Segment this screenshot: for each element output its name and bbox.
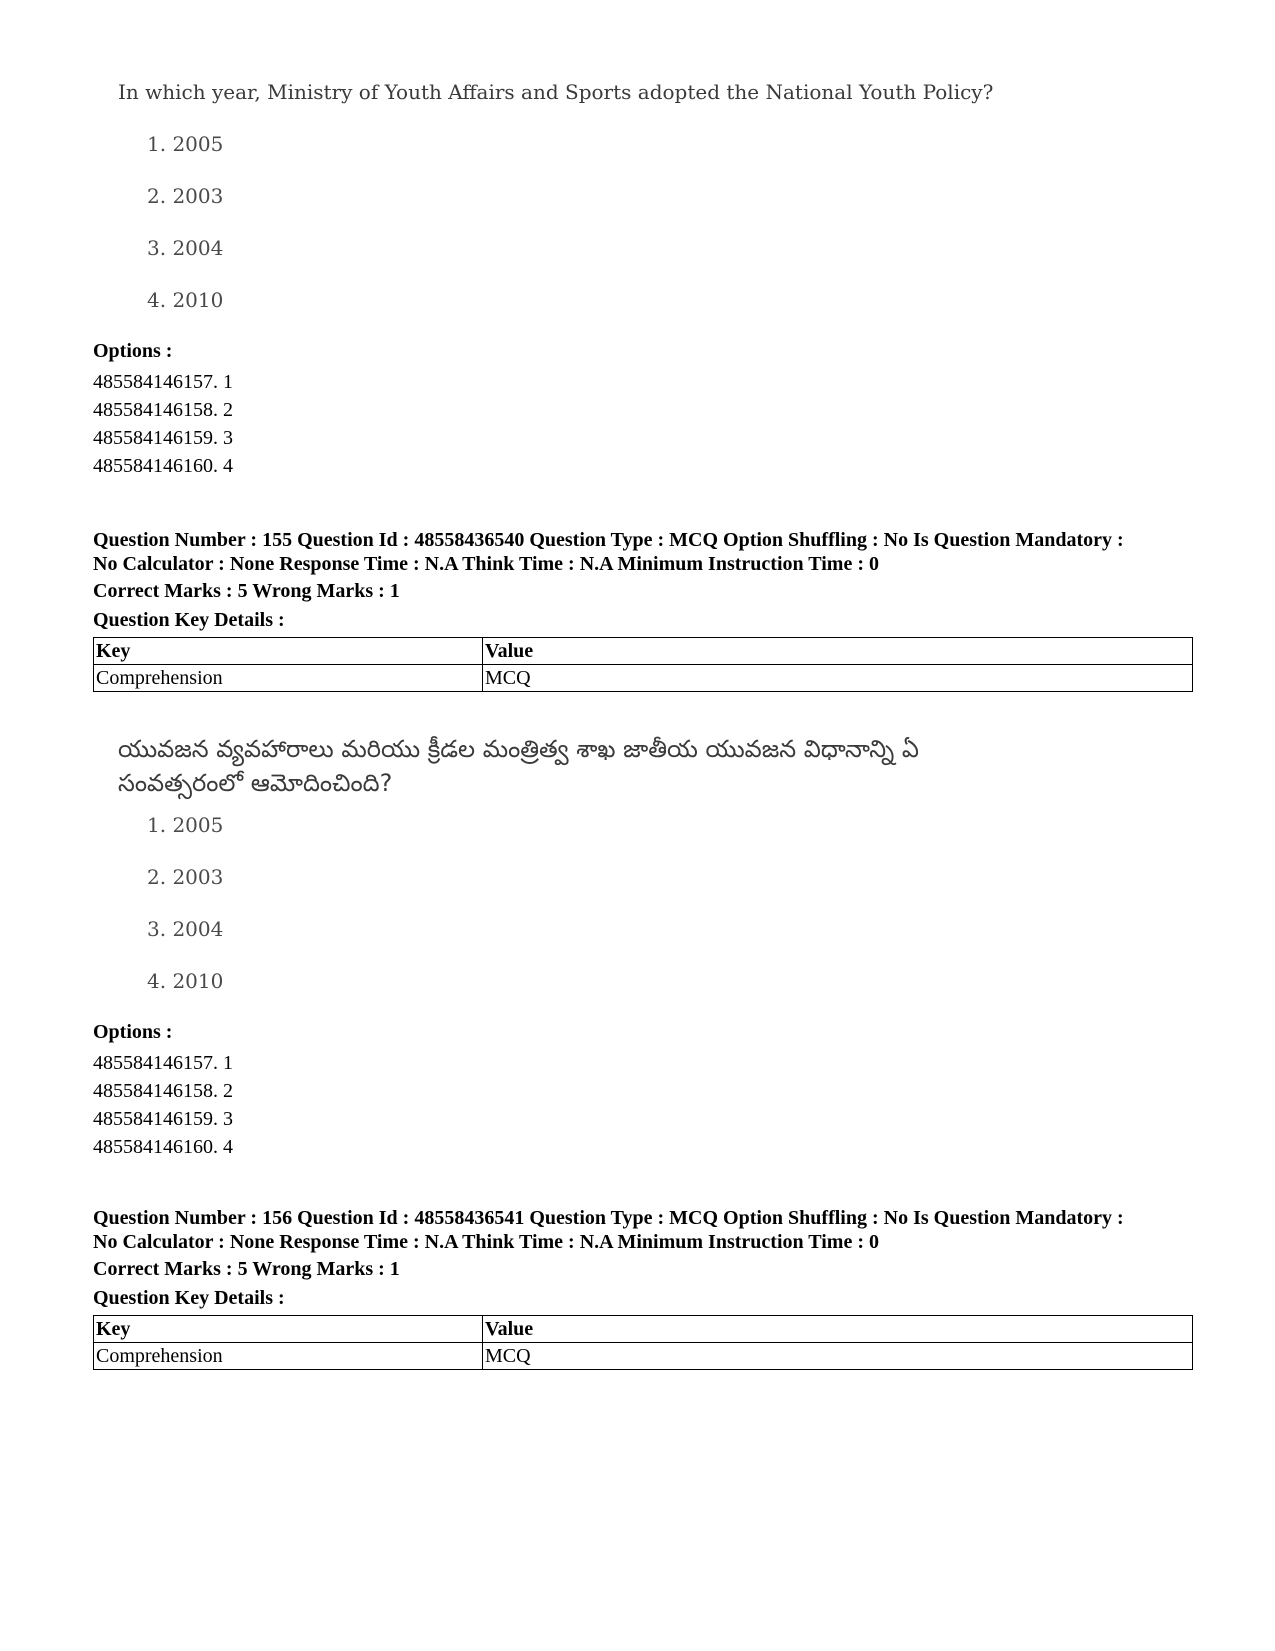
option-item: 485584146159. 3 [93,427,233,449]
image-option-3: 3. 2004 [147,236,224,260]
image-option-1: 1. 2005 [147,132,224,156]
key-details-label: Question Key Details : [93,609,285,631]
options-list [93,368,233,480]
option-item: 485584146159. 3 [93,1108,233,1130]
image-option-1: 1. 2005 [147,813,224,837]
table-row [94,665,1193,692]
question-meta [93,528,1193,576]
image-option-2: 2. 2003 [147,184,224,208]
table-header-value: Value [483,1316,1193,1343]
option-item: 485584146160. 4 [93,455,233,477]
table-cell-value: MCQ [483,1343,1193,1370]
option-item: 485584146158. 2 [93,399,233,421]
image-option-4: 4. 2010 [147,969,224,993]
option-item: 485584146160. 4 [93,1136,233,1158]
marks-line: Correct Marks : 5 Wrong Marks : 1 [93,580,400,602]
options-label: Options : [93,1021,173,1043]
options-label: Options : [93,340,173,362]
telugu-line-2: సంవత్సరంలో ఆమోదించింది? [118,769,393,797]
question-image-text-telugu [118,732,1018,800]
question-meta-line-1: Question Number : 155 Question Id : 48558436540 Question Type : MCQ Option Shuffling : No Is Question Mandatory : [93,529,1124,551]
question-meta-line-1: Question Number : 156 Question Id : 48558436541 Question Type : MCQ Option Shuffling : No Is Question Mandatory : [93,1207,1124,1229]
table-cell-key: Comprehension [94,665,483,692]
table-header-key: Key [94,638,483,665]
option-item: 485584146158. 2 [93,1080,233,1102]
telugu-line-1: యువజన వ్యవహారాలు మరియు క్రీడల మంత్రిత్వ శాఖ జాతీయ యువజన విధానాన్ని ఏ [118,735,919,763]
table-cell-value: MCQ [483,665,1193,692]
key-details-table [93,637,1193,692]
image-option-2: 2. 2003 [147,865,224,889]
option-item: 485584146157. 1 [93,1052,233,1074]
option-item: 485584146157. 1 [93,371,233,393]
table-header-row [94,638,1193,665]
question-image-text: In which year, Ministry of Youth Affairs and Sports adopted the National Youth Policy? [118,80,994,104]
marks-line: Correct Marks : 5 Wrong Marks : 1 [93,1258,400,1280]
question-meta-line-2: No Calculator : None Response Time : N.A Think Time : N.A Minimum Instruction Time : 0 [93,1231,879,1253]
table-row [94,1343,1193,1370]
table-cell-key: Comprehension [94,1343,483,1370]
options-list [93,1049,233,1161]
table-header-row [94,1316,1193,1343]
table-header-key: Key [94,1316,483,1343]
image-option-3: 3. 2004 [147,917,224,941]
key-details-label: Question Key Details : [93,1287,285,1309]
question-meta-line-2: No Calculator : None Response Time : N.A Think Time : N.A Minimum Instruction Time : 0 [93,553,879,575]
table-header-value: Value [483,638,1193,665]
question-meta [93,1206,1193,1254]
key-details-table [93,1315,1193,1370]
image-option-4: 4. 2010 [147,288,224,312]
